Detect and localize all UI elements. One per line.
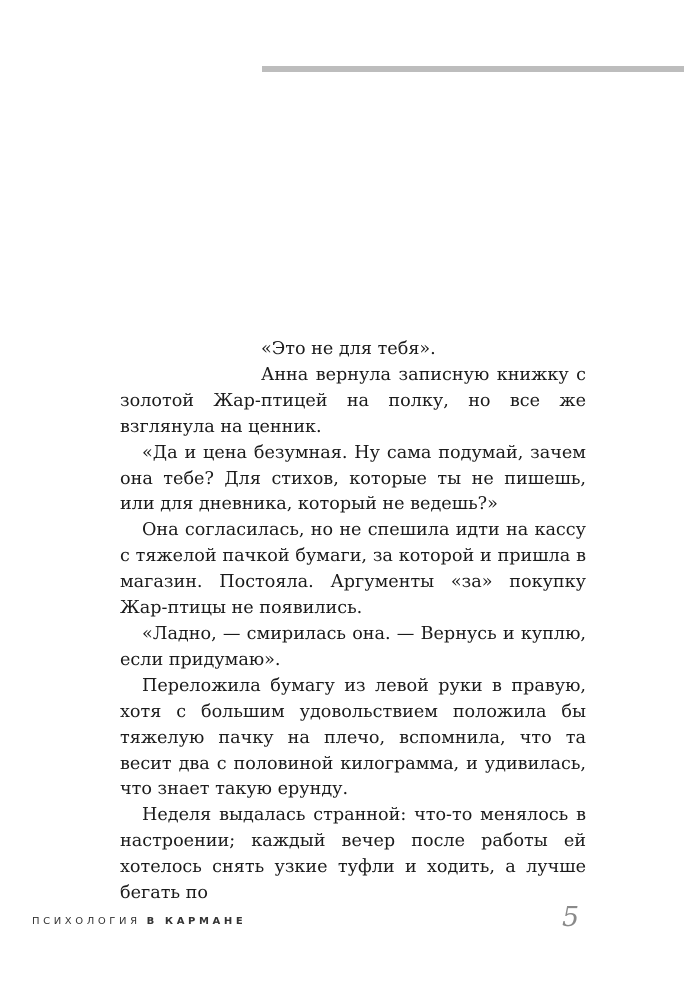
paragraph-6: Переложила бумагу из левой руки в правую, хотя с большим удовольствием положила бы тяжелую пачку на плечо, вспомнила, что та весит два с половиной килограмма, и удивилась, что знает такую ерунду. xyxy=(120,675,586,800)
page-number: 5 xyxy=(562,902,580,933)
paragraph-7: Неделя выдалась странной: что-то менялось в настроении; каждый вечер после работы ей хотелось снять узкие туфли и ходить, а лучше бегать по xyxy=(120,805,586,904)
top-decorative-rule xyxy=(262,66,684,72)
paragraph-2: Анна вернула записную книжку с золотой Жар-птицей на полку, но все же взглянула на ценник. xyxy=(120,364,586,437)
paragraph-5: «Ладно, — смирилась она. — Вернусь и куплю, если придумаю». xyxy=(120,623,586,670)
series-title xyxy=(32,916,246,927)
series-title-light: ПСИХОЛОГИЯ xyxy=(32,916,141,927)
paragraph-1: «Это не для тебя». xyxy=(261,339,436,359)
series-title-bold: В КАРМАНЕ xyxy=(146,916,247,927)
body-text xyxy=(120,337,586,907)
paragraph-4: Она согласилась, но не спешила идти на кассу с тяжелой пачкой бумаги, за которой и пришла в магазин. Постояла. Аргументы «за» покупку Жар-птицы не появились. xyxy=(120,520,586,619)
paragraph-3: «Да и цена безумная. Ну сама подумай, зачем она тебе? Для стихов, которые ты не пишешь, или для дневника, который не ведешь?» xyxy=(120,442,586,515)
